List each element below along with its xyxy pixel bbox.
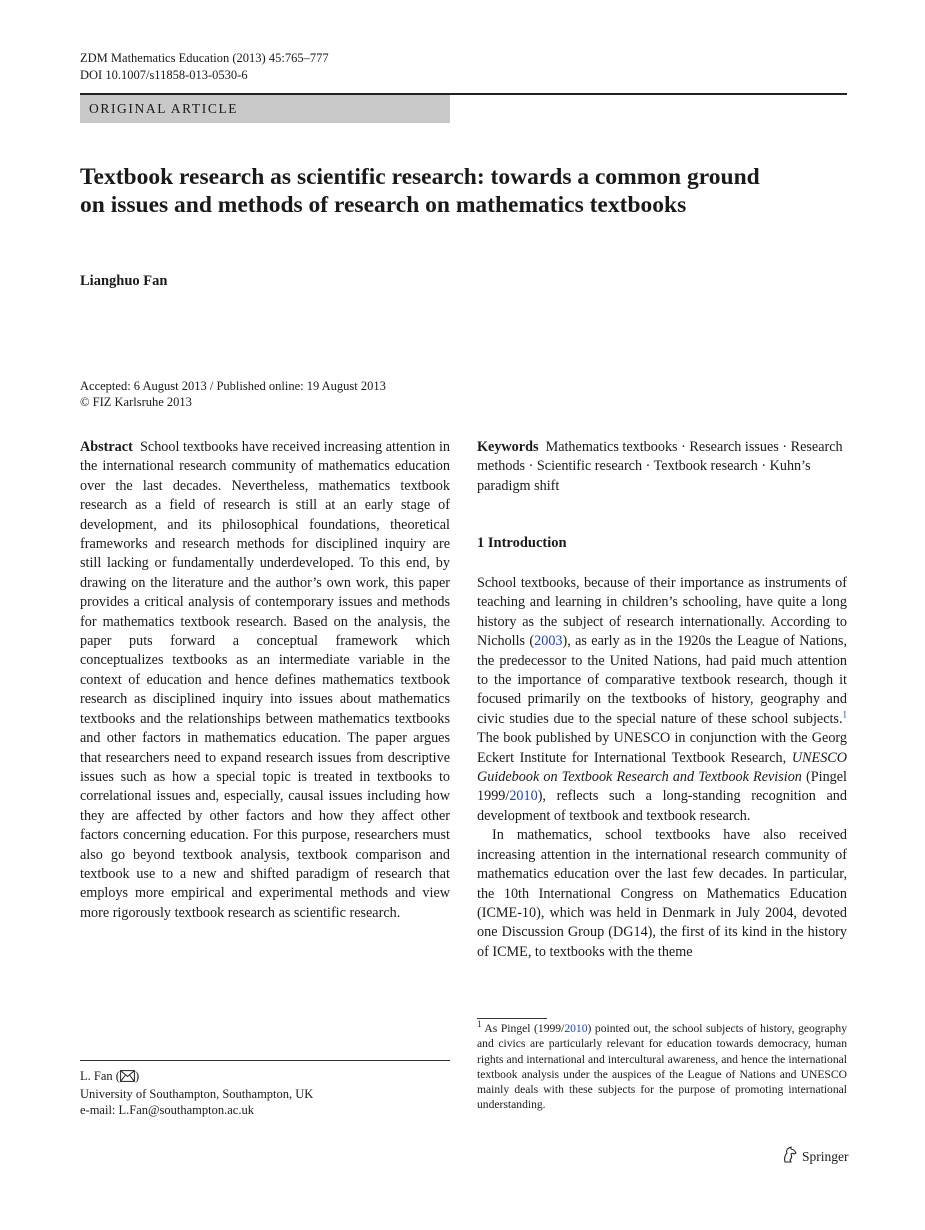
- section-heading-introduction: 1 Introduction: [477, 535, 567, 551]
- author-email[interactable]: e-mail: L.Fan@southampton.ac.uk: [80, 1103, 254, 1117]
- abstract-heading: Abstract: [80, 439, 133, 455]
- guidebook-title: UNESCO Guidebook on Textbook Research and Textbook Revision: [477, 749, 847, 786]
- publication-dates: [80, 378, 386, 410]
- footnote-mark: 1: [477, 1019, 482, 1030]
- author-affiliation: L. Fan ( ) University of Southampton, Southampton, UK e-mail: L.Fan@southampton.ac.uk: [80, 1069, 314, 1117]
- abstract-text: School textbooks have received increasing attention in the international research community of mathematics education over the last decades. Nevertheless, mathematics textbook research as a field of research is still at an early stage of development, and its philosophical foundations, theoretical frameworks and research methods for disciplined inquiry are still lacking or fundamentally underdeveloped. To this end, by drawing on the literature and the author’s own work, this paper provides a critical analysis of contemporary issues and methods for mathematics textbook research. Based on the analysis, the paper puts forward a conceptual framework which conceptualizes textbooks as an intermediate variable in the context of education and hence defines mathematics textbook research as disciplined inquiry into issues about mathematics textbooks and the relationships between mathematics textbooks and other factors in mathematics education. The paper argues that researchers need to expand research issues from descriptive issues such as how a special topic is treated in textbooks to correlational issues and, especially, causal issues including how they are affected by other factors and how they affect other factors concerning education. For this purpose, researchers must also go beyond textbook analysis, textbook comparison and textbook use to a new and shifted paradigm of research that employs more empirical and experimental methods and view more rigorously textbook research as scientific research.: [80, 439, 450, 921]
- footnote-rule: [477, 1018, 547, 1019]
- keywords: [477, 438, 847, 496]
- journal-citation: ZDM Mathematics Education (2013) 45:765–777: [80, 51, 329, 65]
- footnote-ref-1[interactable]: 1: [842, 709, 847, 720]
- keywords-heading: Keywords: [477, 439, 539, 455]
- paper-title: Textbook research as scientific research: towards a common ground on issues and methods of research on mathematics textbooks: [80, 164, 760, 218]
- publisher-logo: [782, 1146, 849, 1167]
- publisher-name: Springer: [802, 1148, 849, 1164]
- introduction-body: [477, 574, 847, 962]
- keywords-text: Mathematics textbooks · Research issues · Research methods · Scientific research · Textbook research · Kuhn’s paradigm shift: [477, 439, 843, 494]
- footnote-ref-pingel-2010[interactable]: 2010: [564, 1022, 588, 1035]
- accepted-date: Accepted: 6 August 2013 / Published online: 19 August 2013: [80, 379, 386, 393]
- envelope-icon[interactable]: [120, 1070, 135, 1086]
- journal-info: [80, 50, 329, 84]
- copyright: © FIZ Karlsruhe 2013: [80, 395, 192, 409]
- ref-nicholls-2003[interactable]: 2003: [534, 633, 563, 650]
- affiliation-institution: University of Southampton, Southampton, UK: [80, 1087, 314, 1101]
- abstract: [80, 438, 450, 923]
- intro-paragraph-2: In mathematics, school textbooks have also received increasing attention in the international research community of mathematics education over the last few decades. In particular, the 10th International Congress on Mathematics Education (ICME-10), which was held in Denmark in July 2004, devoted one Discussion Group (DG14), the first of its kind in the history of ICME, to textbooks with the theme: [477, 827, 847, 960]
- doi: DOI 10.1007/s11858-013-0530-6: [80, 68, 248, 82]
- author-name: Lianghuo Fan: [80, 273, 168, 289]
- affiliation-rule: [80, 1060, 450, 1061]
- ref-pingel-2010[interactable]: 2010: [509, 788, 538, 805]
- springer-horse-logo: [782, 1146, 798, 1167]
- intro-paragraph-1: School textbooks, because of their importance as instruments of teaching and learning in children’s schooling, have quite a long history as the subject of research internationally. According to Nicholls (2003), as early as in the 1920s the League of Nations, the predecessor to the United Nations, had paid much attention to the importance of comparative textbook research, though it focused primarily on the textbooks of history, geography and civic studies due to the special nature of these school subjects.$^1$ The book published by UNESCO in conjunction with the Georg Eckert Institute for International Textbook Research, UNESCO Guidebook on Textbook Research and Textbook Revision (Pingel 1999/2010), reflects such a long-standing recognition and development of textbook and textbook research.: [477, 575, 847, 824]
- article-type-banner: ORIGINAL ARTICLE: [80, 95, 450, 123]
- footnote-1: $^1$ As Pingel (1999/2010) pointed out, the school subjects of history, geography and civics are particularly relevant for education towards democracy, human rights and international and intercultural awareness, and hence the international textbook analysis under the auspices of the League of Nations and UNESCO mainly deals with these subjects for the purpose of promoting international understanding.: [477, 1019, 848, 1112]
